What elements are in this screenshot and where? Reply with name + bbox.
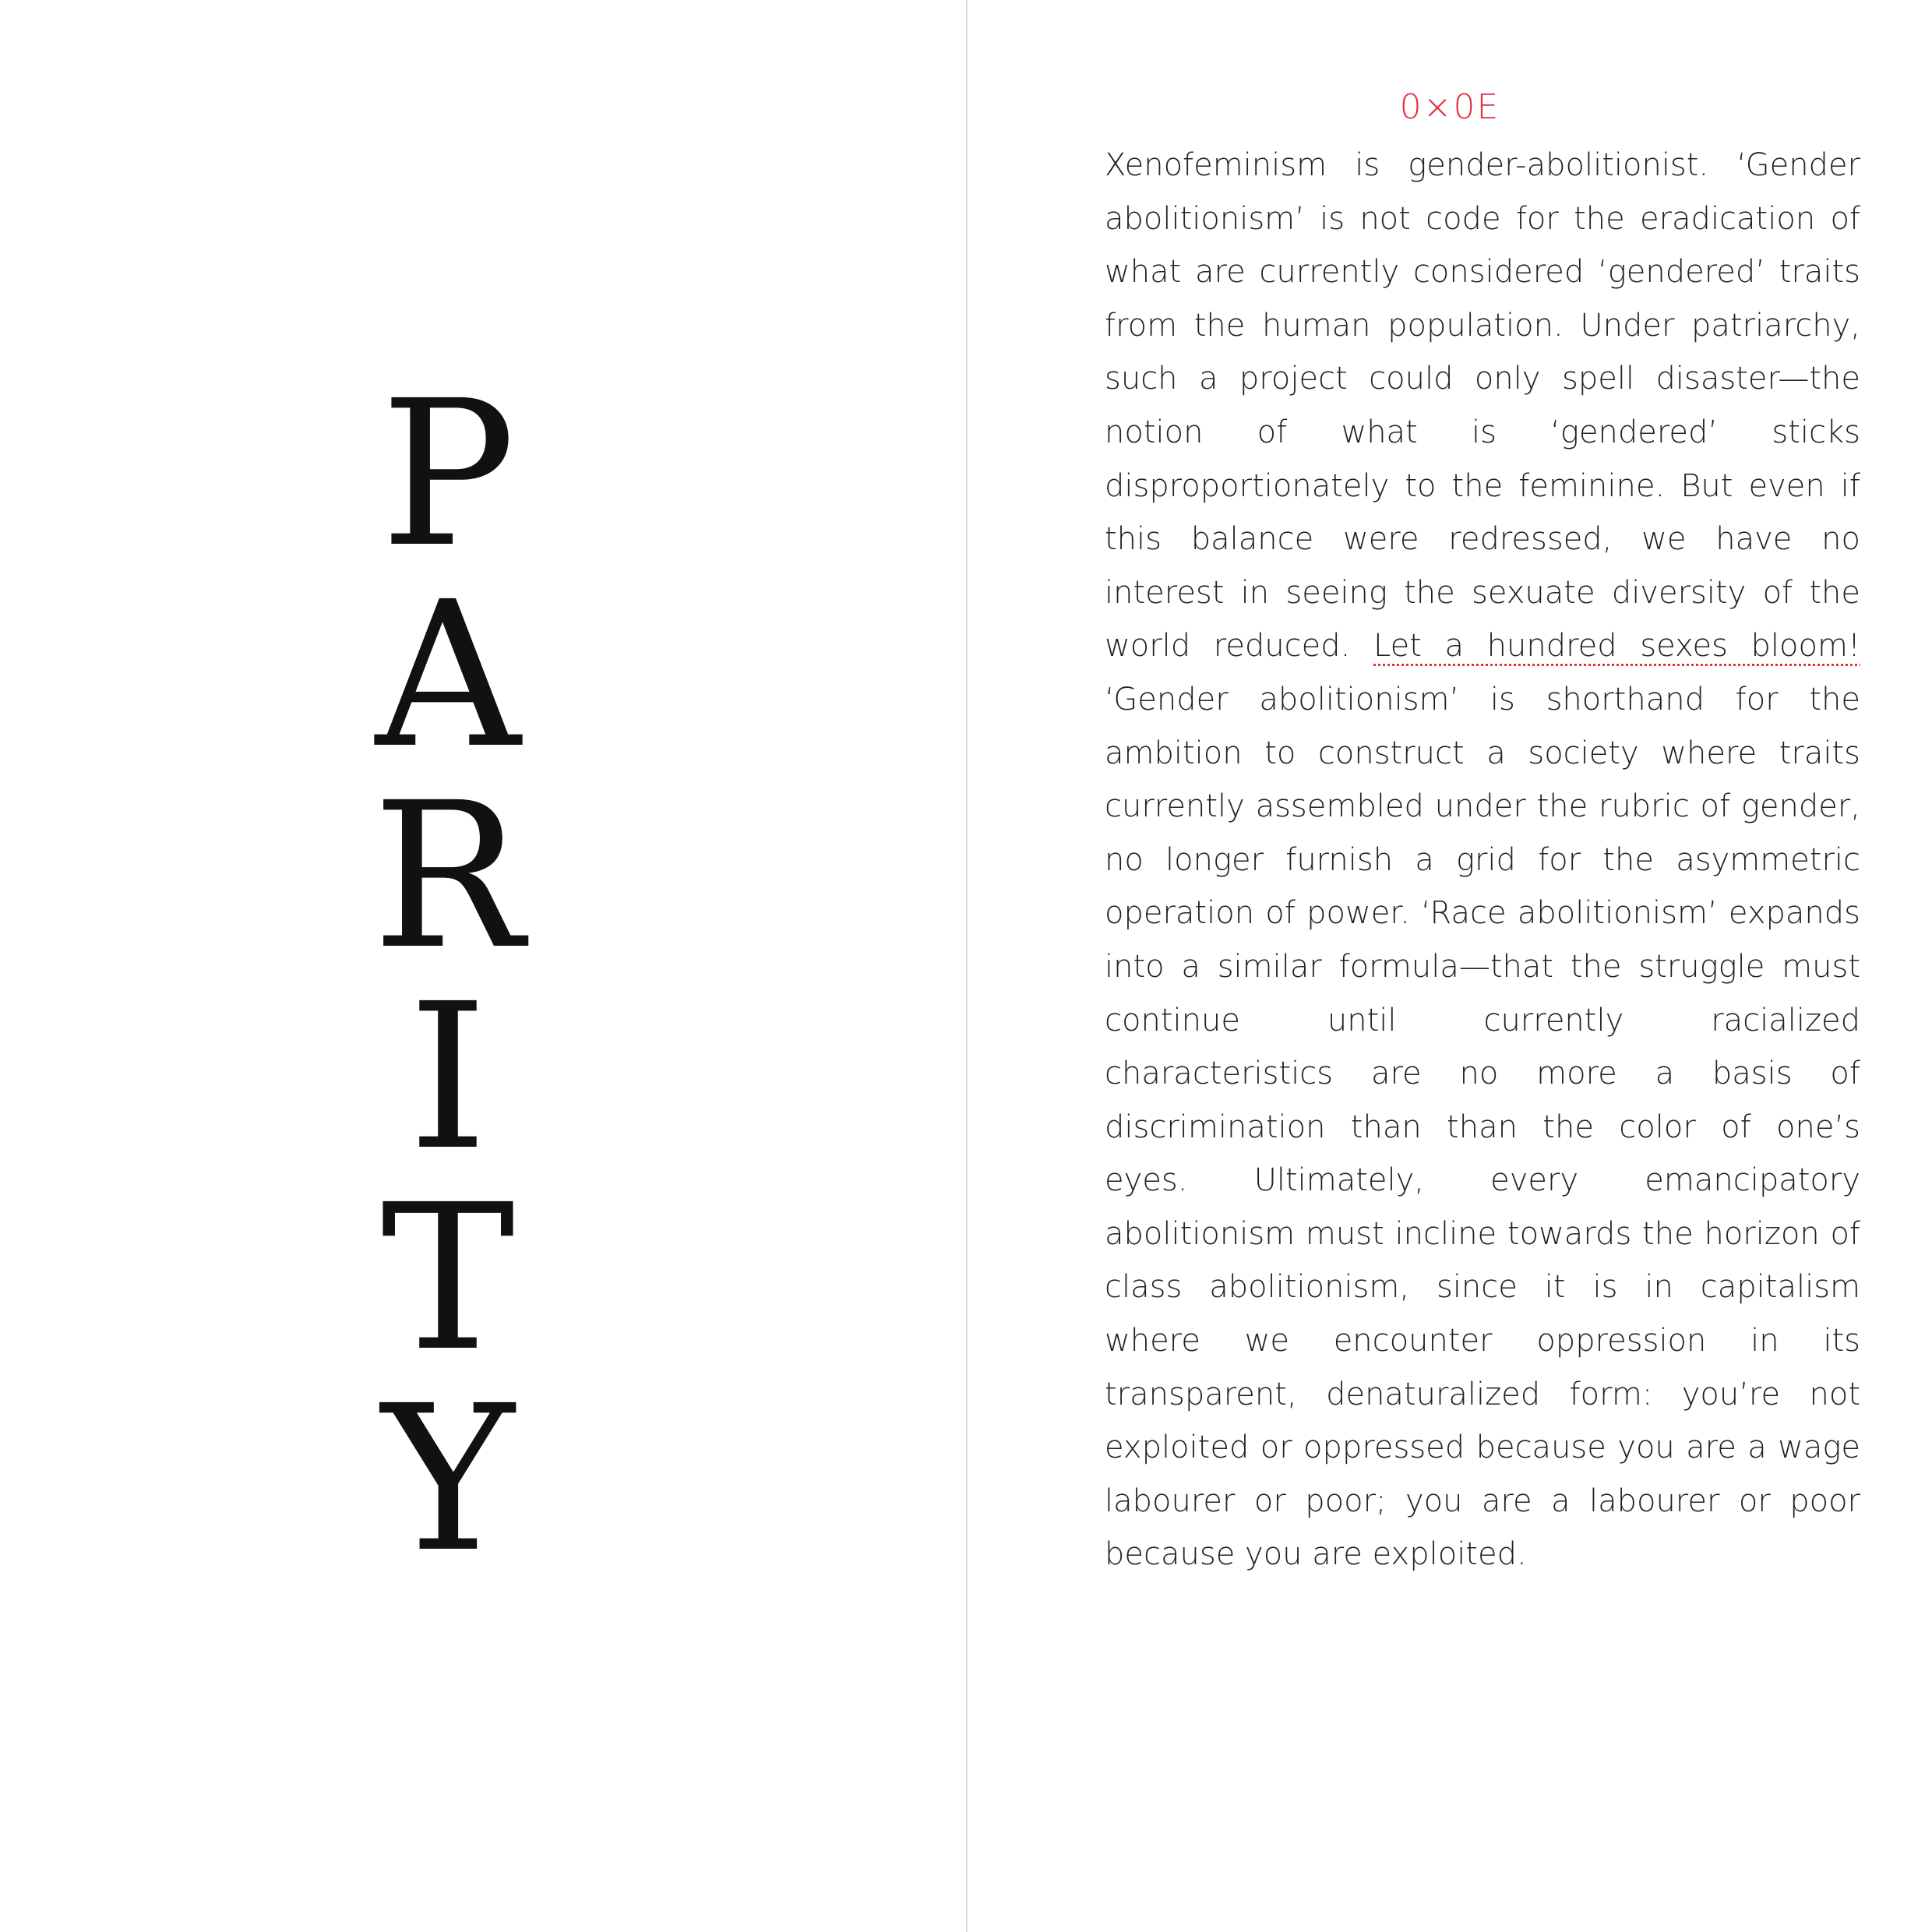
body-text-end: ‘Gender abolitionism’ is shorthand for the ambition to construct a society where traits currently assembled under the rubric of gender, no longer furnish a grid for the asymmetric operation of power. ‘Race abolitionism’ expands into a similar formula—that the struggle must continue until currently racialized characteristics are no more a basis of discrimination than than the color of one’s eyes. Ultimately, every emancipatory abolitionism must incline towards the horizon of class abolitionism, since it is in capitalism where we encounter oppression in its transparent, denaturalized form: you’re not exploited or oppressed because you are a wage labourer or poor; you are a labourer or poor because you are exploited. (1105, 681, 1860, 1573)
title-letter: P (380, 358, 516, 591)
title-letter: I (408, 961, 488, 1194)
body-paragraph (1105, 139, 1860, 1581)
title-letter: R (372, 760, 524, 993)
page-number: 0×0E (1399, 87, 1500, 127)
right-page (968, 0, 1932, 1932)
vertical-title (351, 358, 545, 1596)
body-text-start: Xenofeminism is gender-abolitionist. ‘Gender abolitionism’ is not code for the eradication of what are currently considered ‘gendered’ traits from the human population. Under patriarchy, such a project could only spell disaster—the notion of what is ‘gendered’ sticks disproportionately to the feminine. But even if this balance were redressed, we have no interest in seeing the sexuate diversity of the world reduced. (1105, 147, 1860, 665)
highlighted-phrase: Let a hundred sexes bloom! (1373, 628, 1860, 665)
title-letter: A (375, 559, 521, 792)
title-letter: Y (381, 1363, 515, 1596)
title-letter: T (380, 1162, 516, 1395)
